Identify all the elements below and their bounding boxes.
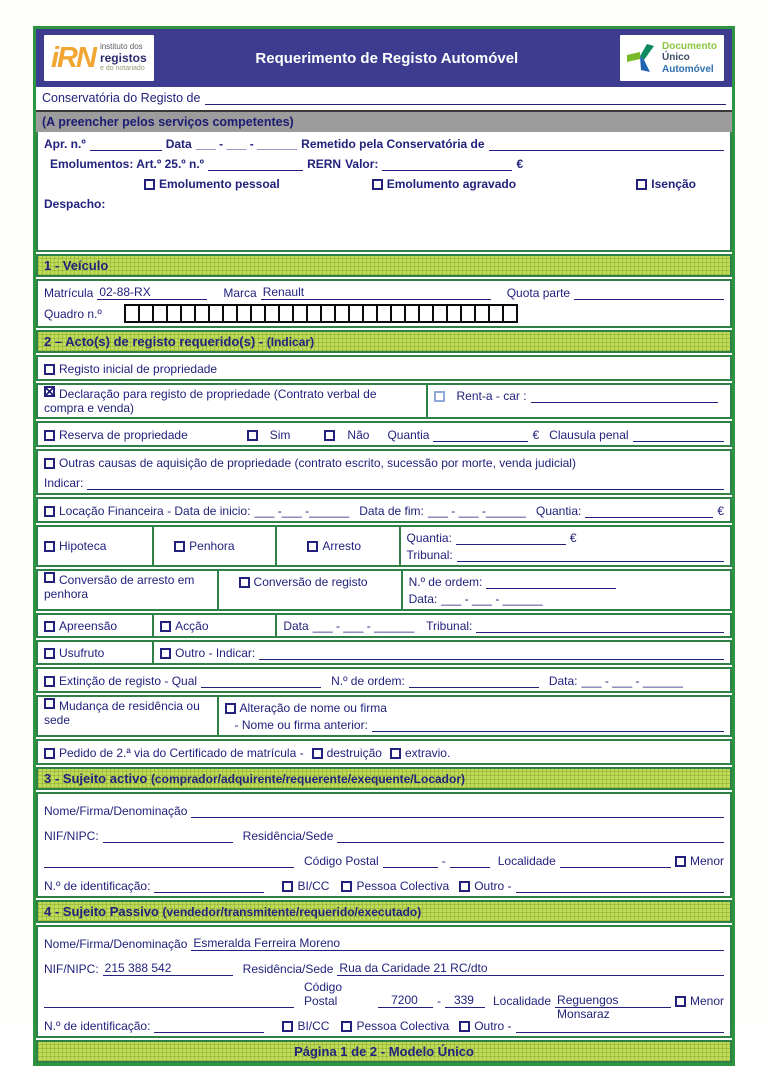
sa-nome-label: Nome/Firma/Denominação <box>44 804 188 818</box>
extincao-qual-blank[interactable] <box>201 674 321 688</box>
marca-label: Marca <box>223 286 257 300</box>
sujeito-passivo-box <box>36 925 732 1038</box>
reserva-label: Reserva de propriedade <box>59 428 188 442</box>
section3-subtitle: (comprador/adquirente/requerente/exequente/Locador) <box>150 772 465 786</box>
quadro-row <box>44 302 724 325</box>
locacao-fim-label: Data de fim: <box>359 504 424 518</box>
outro-cell <box>152 642 730 663</box>
outras-causas-label: Outras causas de aquisição de propriedade (contrato escrito, sucessão por morte, venda judicial) <box>59 456 576 470</box>
sp-outro-blank[interactable] <box>516 1019 724 1033</box>
checkbox-locacao[interactable] <box>44 506 55 517</box>
hpa-quantia-label: Quantia: <box>406 531 452 545</box>
checkbox-hipoteca[interactable] <box>44 541 55 552</box>
apreensao-tribunal-blank[interactable] <box>476 619 724 633</box>
act-row-declaracao <box>36 383 732 419</box>
apreensao-data-label: Data <box>283 619 309 633</box>
checkbox-apreensao[interactable] <box>44 621 55 632</box>
penhora-cell <box>152 527 275 565</box>
hpa-euro: € <box>569 531 577 545</box>
isencao-label: Isenção <box>651 177 696 191</box>
clausula-blank[interactable] <box>633 428 724 442</box>
conversao-registo-label: Conversão de registo <box>253 575 368 589</box>
page-footer: Página 1 de 2 - Modelo Único <box>36 1040 732 1063</box>
sp-pessoa-label: Pessoa Colectiva <box>356 1019 450 1033</box>
checkbox-extravio[interactable] <box>390 748 401 759</box>
sp-cp-label: Código Postal <box>304 980 343 1008</box>
act-row-outras-causas <box>36 449 732 495</box>
registo-inicial-label: Registo inicial de propriedade <box>59 362 218 376</box>
mudanca-label: Mudança de residência ou sede <box>44 699 200 727</box>
extincao-data-label: Data: <box>548 674 578 688</box>
conversao-detail-cell <box>401 571 730 609</box>
rent-a-car-blank[interactable] <box>531 389 718 403</box>
accao-label: Acção <box>175 619 209 633</box>
checkbox-sa-pessoa-colectiva[interactable] <box>341 881 352 892</box>
sa-residencia-cont-blank[interactable] <box>44 854 294 868</box>
section4-header <box>36 900 732 923</box>
quadro-boxes[interactable] <box>124 304 518 323</box>
outro-blank[interactable] <box>259 646 724 660</box>
checkbox-sp-menor[interactable] <box>675 996 686 1007</box>
vehicle-box <box>36 279 732 328</box>
locacao-euro: € <box>717 504 724 518</box>
sa-residencia-label: Residência/Sede <box>242 829 334 843</box>
irn-logo-acronym: iRN <box>51 41 95 74</box>
checkbox-alteracao[interactable] <box>225 703 236 714</box>
locacao-quantia-label: Quantia: <box>535 504 582 518</box>
apreensao-tribunal-label: Tribunal: <box>426 619 473 633</box>
sa-nome-blank[interactable] <box>191 804 724 818</box>
section1-title: 1 - Veículo <box>44 258 109 273</box>
reserva-euro: € <box>532 428 540 442</box>
section3-title: 3 - Sujeito activo <box>44 771 148 786</box>
extincao-data-blanks[interactable]: ___ - ___ - ______ <box>581 674 683 688</box>
quadro-label: Quadro n.º <box>44 306 102 321</box>
section2-indicar: (Indicar) <box>266 335 315 349</box>
extincao-ordem-label: N.º de ordem: <box>331 674 405 688</box>
euro-sign: € <box>516 157 524 171</box>
arresto-cell <box>275 527 398 565</box>
usufruto-label: Usufruto <box>59 646 105 660</box>
header-band <box>36 29 732 87</box>
sp-nid-blank[interactable] <box>154 1019 264 1033</box>
checkbox-reserva-nao[interactable] <box>324 430 335 441</box>
act-row-mudanca <box>36 695 732 737</box>
alteracao-cell <box>217 697 730 735</box>
emolumento-checkbox-row <box>44 173 724 193</box>
sp-cp1-value[interactable]: 7200 <box>378 993 433 1008</box>
irn-sub3: e do notariado <box>99 65 145 73</box>
sa-cp-label: Código Postal <box>304 854 379 868</box>
irn-logo-text <box>100 43 147 73</box>
despacho-blank-area[interactable] <box>44 213 724 249</box>
marca-value[interactable]: Renault <box>261 285 491 300</box>
sp-nid-label: N.º de identificação: <box>44 1019 151 1033</box>
act-row-conversao <box>36 569 732 611</box>
conversao-arresto-cell <box>38 571 217 609</box>
dua-line3: Automóvel <box>662 63 714 75</box>
data-blanks[interactable]: ___ - ___ - ______ <box>195 137 298 151</box>
services-bar: (A preencher pelos serviços competentes) <box>36 112 732 132</box>
conv-ordem-label: N.º de ordem: <box>408 575 483 589</box>
apreensao-data-blanks[interactable]: ___ - ___ - ______ <box>312 619 415 633</box>
rent-a-car-cell <box>426 385 730 417</box>
sa-bicc-label: BI/CC <box>297 879 330 893</box>
emolumentos-blank[interactable] <box>208 157 303 171</box>
sp-nome-label: Nome/Firma/Denominação <box>44 937 188 951</box>
sa-nid-blank[interactable] <box>154 879 264 893</box>
sp-localidade-value[interactable]: Reguengos Monsaraz <box>555 993 671 1008</box>
conversao-arresto-label: Conversão de arresto em penhora <box>44 573 195 601</box>
sa-localidade-blank[interactable] <box>560 854 671 868</box>
apreensao-label: Apreensão <box>59 619 118 633</box>
locacao-fim-blanks[interactable]: ___ - ___ -______ <box>427 504 526 518</box>
conversao-registo-cell <box>217 571 401 609</box>
emolumento-pessoal-label: Emolumento pessoal <box>159 177 280 191</box>
checkbox-arresto[interactable] <box>307 541 318 552</box>
quota-parte-label: Quota parte <box>506 286 571 300</box>
sp-menor-label: Menor <box>689 994 724 1008</box>
checkbox-accao[interactable] <box>160 621 171 632</box>
section1-header <box>36 254 732 277</box>
reserva-sim-label: Sim <box>269 428 291 442</box>
mudanca-cell <box>38 697 217 735</box>
irn-sub1: instituto dos <box>99 42 143 52</box>
rent-a-car-label: Rent-a - car : <box>456 389 527 403</box>
checkbox-emolumento-pessoal[interactable] <box>144 179 155 190</box>
dua-line1: Documento <box>662 41 717 53</box>
sa-outro-blank[interactable] <box>516 879 724 893</box>
hipoteca-detail-cell <box>399 527 730 565</box>
checkbox-sa-menor[interactable] <box>675 856 686 867</box>
clausula-label: Clausula penal <box>549 428 629 442</box>
checkbox-sp-outro[interactable] <box>459 1021 470 1032</box>
apr-blank[interactable] <box>90 137 162 151</box>
outras-indicar-label: Indicar: <box>44 476 84 490</box>
hipoteca-label: Hipoteca <box>59 539 107 553</box>
outras-indicar-blank[interactable] <box>87 476 724 490</box>
conservatoria-label: Conservatória do Registo de <box>42 91 201 105</box>
despacho-row <box>44 193 724 213</box>
sp-cp2-value[interactable]: 339 <box>445 993 485 1008</box>
checkbox-declaracao[interactable] <box>44 386 55 397</box>
sa-residencia-blank[interactable] <box>337 829 724 843</box>
dua-logo-text <box>662 41 717 75</box>
sujeito-activo-box <box>36 792 732 898</box>
admin-box <box>36 132 732 252</box>
conv-data-blanks[interactable]: ___ - ___ - ______ <box>441 592 543 606</box>
hpa-quantia-blank[interactable] <box>456 531 566 545</box>
checkbox-destruicao[interactable] <box>312 748 323 759</box>
act-row-pedido-2via <box>36 739 732 765</box>
sa-localidade-label: Localidade <box>497 854 556 868</box>
sa-nif-label: NIF/NIPC: <box>44 829 99 843</box>
apreensao-cell <box>38 615 152 636</box>
sp-nif-label: NIF/NIPC: <box>44 962 99 976</box>
checkbox-sa-bicc[interactable] <box>282 881 293 892</box>
checkbox-extincao[interactable] <box>44 676 55 687</box>
dua-logo <box>620 35 724 81</box>
conservatoria-blank[interactable] <box>205 91 726 105</box>
hpa-tribunal-label: Tribunal: <box>406 548 453 562</box>
apreensao-detail-cell <box>275 615 730 636</box>
hpa-tribunal-blank[interactable] <box>457 548 724 562</box>
destruicao-label: destruição <box>326 746 382 760</box>
matricula-row <box>44 282 724 302</box>
irn-sub2: registos <box>99 50 147 65</box>
declaracao-label: Declaração para registo de propriedade (Contrato verbal de compra e venda) <box>44 387 377 415</box>
act-row-reserva <box>36 421 732 447</box>
remetido-label: Remetido pela Conservatória de <box>301 137 485 151</box>
sa-outro-label: Outro - <box>474 879 512 893</box>
remetido-blank[interactable] <box>489 137 724 151</box>
act-row-locacao <box>36 497 732 523</box>
checkbox-sa-outro[interactable] <box>459 881 470 892</box>
checkbox-pedido-2via[interactable] <box>44 748 55 759</box>
checkbox-usufruto[interactable] <box>44 648 55 659</box>
checkbox-sp-bicc[interactable] <box>282 1021 293 1032</box>
checkbox-conversao-registo[interactable] <box>239 577 250 588</box>
sp-residencia-value[interactable]: Rua da Caridade 21 RC/dto <box>337 961 724 976</box>
valor-label: Valor: <box>345 157 379 171</box>
sp-cp-sep: - <box>436 994 441 1008</box>
locacao-quantia-blank[interactable] <box>585 504 713 518</box>
data-label: Data <box>165 137 192 151</box>
matricula-value[interactable]: 02-88-RX <box>97 285 207 300</box>
section4-title: 4 - Sujeito Passivo <box>44 904 159 919</box>
conv-ordem-blank[interactable] <box>486 575 616 589</box>
sp-localidade-label: Localidade <box>492 994 552 1008</box>
pedido-2via-label: Pedido de 2.ª via do Certificado de matrícula - <box>59 746 304 760</box>
accao-cell <box>152 615 275 636</box>
checkbox-isencao[interactable] <box>636 179 647 190</box>
act-row-extincao <box>36 667 732 693</box>
alteracao-label: Alteração de nome ou firma <box>239 701 387 715</box>
extincao-label: Extinção de registo - Qual <box>59 674 198 688</box>
valor-blank[interactable] <box>382 157 512 171</box>
registration-form <box>33 26 735 1066</box>
checkbox-reserva[interactable] <box>44 430 55 441</box>
sa-cp2-blank[interactable] <box>450 854 490 868</box>
sp-bicc-label: BI/CC <box>297 1019 330 1033</box>
apr-row <box>44 133 724 153</box>
declaracao-cell <box>38 385 426 417</box>
sp-residencia-label: Residência/Sede <box>242 962 334 976</box>
checkbox-penhora[interactable] <box>174 541 185 552</box>
nome-anterior-label: - Nome ou firma anterior: <box>234 718 368 732</box>
matricula-label: Matrícula <box>44 286 94 300</box>
checkbox-emolumento-agravado[interactable] <box>372 179 383 190</box>
sp-nif-value[interactable]: 215 388 542 <box>103 961 233 976</box>
apr-label: Apr. n.º <box>44 137 86 151</box>
nome-anterior-blank[interactable] <box>372 718 724 732</box>
sp-residencia-cont-blank[interactable] <box>44 994 294 1008</box>
sp-nome-value[interactable]: Esmeralda Ferreira Moreno <box>191 936 724 951</box>
reserva-quantia-label: Quantia <box>387 428 430 442</box>
emolumentos-row <box>44 153 724 173</box>
sa-menor-label: Menor <box>689 854 724 868</box>
act-row-usufruto <box>36 640 732 665</box>
penhora-label: Penhora <box>189 539 235 553</box>
act-row-hipoteca <box>36 525 732 567</box>
act-row-registo-inicial <box>36 355 732 381</box>
checkbox-mudanca[interactable] <box>44 698 55 709</box>
checkbox-outras-causas[interactable] <box>44 458 55 469</box>
sa-pessoa-label: Pessoa Colectiva <box>356 879 450 893</box>
sa-nid-label: N.º de identificação: <box>44 879 151 893</box>
dua-mark-icon <box>627 43 657 73</box>
outro-label: Outro - Indicar: <box>175 646 256 660</box>
extravio-label: extravio. <box>404 746 451 760</box>
checkbox-rent-a-car[interactable] <box>434 391 445 402</box>
section3-header <box>36 767 732 790</box>
dua-line2: Único <box>662 52 690 64</box>
extincao-ordem-blank[interactable] <box>409 674 539 688</box>
emolumento-agravado-label: Emolumento agravado <box>386 177 517 191</box>
usufruto-cell <box>38 642 152 663</box>
quota-parte-blank[interactable] <box>574 286 724 300</box>
locacao-inicio-blanks[interactable]: ___ -___ -______ <box>254 504 350 518</box>
section2-title: 2 – Acto(s) de registo requerido(s) - <box>44 334 264 349</box>
checkbox-reserva-sim[interactable] <box>247 430 258 441</box>
checkbox-outro[interactable] <box>160 648 171 659</box>
reserva-nao-label: Não <box>347 428 370 442</box>
sa-nif-blank[interactable] <box>103 829 233 843</box>
rern-label: RERN <box>307 157 342 171</box>
act-row-apreensao <box>36 613 732 638</box>
emolumentos-label: Emolumentos: Art.º 25.º n.º <box>50 157 205 171</box>
arresto-label: Arresto <box>322 539 362 553</box>
irn-logo <box>44 35 154 81</box>
sp-outro-label: Outro - <box>474 1019 512 1033</box>
hipoteca-cell <box>38 527 152 565</box>
checkbox-conversao-arresto[interactable] <box>44 572 55 583</box>
form-title: Requerimento de Registo Automóvel <box>255 49 519 67</box>
reserva-quantia-blank[interactable] <box>433 428 528 442</box>
despacho-label: Despacho: <box>44 197 106 211</box>
sa-cp-sep: - <box>441 854 446 868</box>
conv-data-label: Data: <box>408 592 438 606</box>
checkbox-sp-pessoa-colectiva[interactable] <box>341 1021 352 1032</box>
sa-cp1-blank[interactable] <box>383 854 438 868</box>
checkbox-registo-inicial[interactable] <box>44 364 55 375</box>
quadro-box[interactable] <box>502 304 518 323</box>
locacao-label: Locação Financeira - Data de inicio: <box>59 504 251 518</box>
section2-header <box>36 330 732 353</box>
section4-subtitle: (vendedor/transmitente/requerido/executado) <box>162 905 422 919</box>
conservatoria-row <box>36 87 732 112</box>
